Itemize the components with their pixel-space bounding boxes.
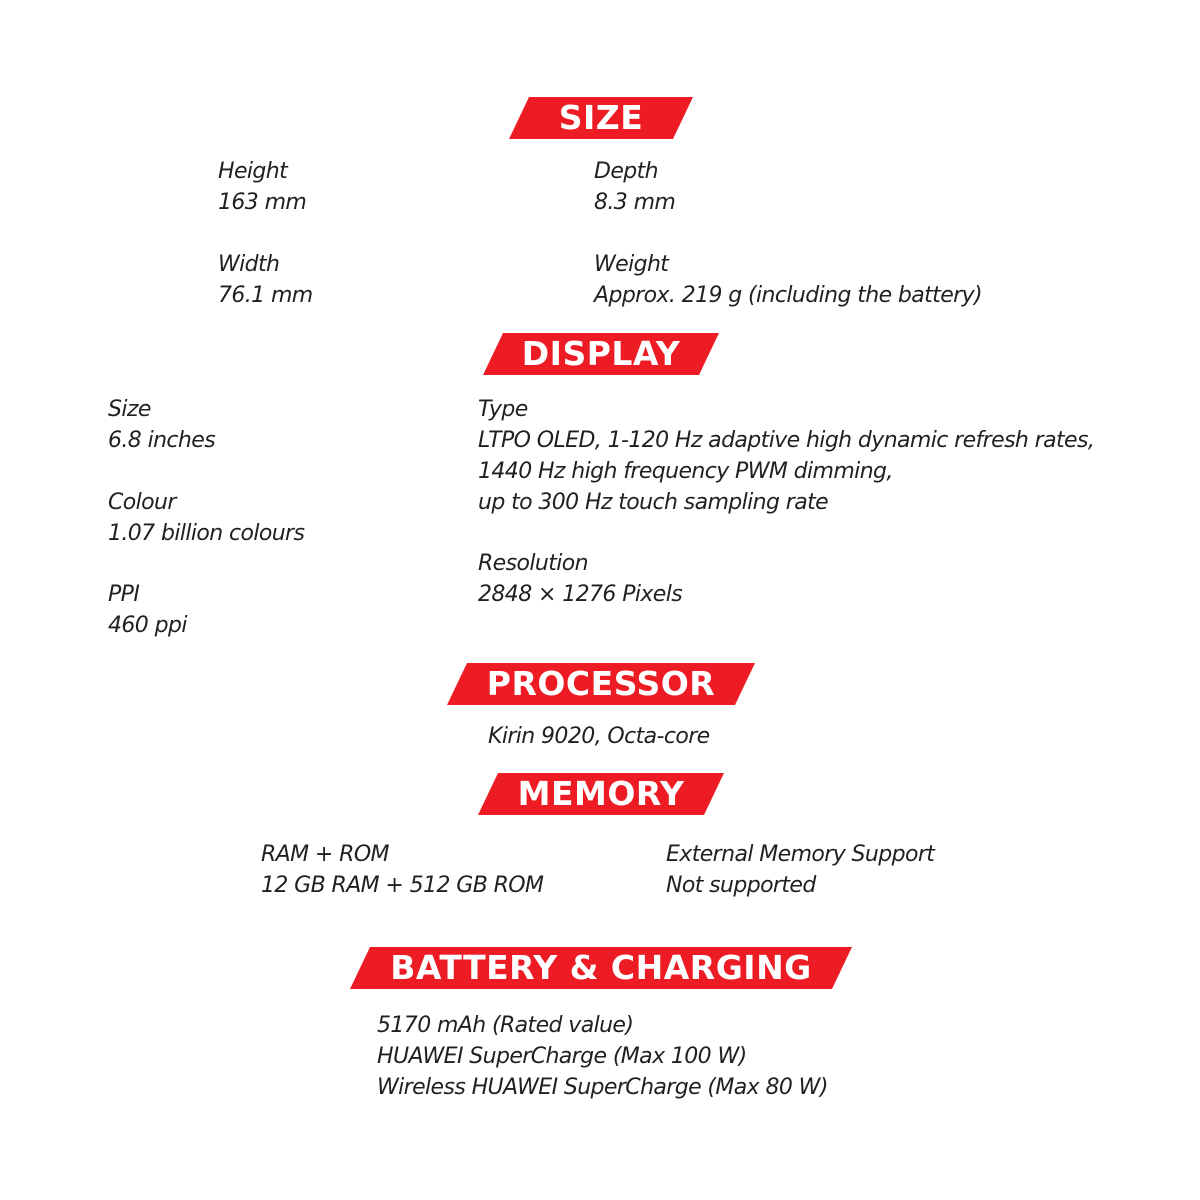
spec-value-line: up to 300 Hz touch sampling rate bbox=[478, 490, 829, 515]
size-depth-spec bbox=[594, 156, 675, 218]
battery-heading-banner bbox=[350, 947, 852, 989]
memory-heading: MEMORY bbox=[517, 774, 685, 813]
display-ppi-spec bbox=[108, 579, 187, 641]
memory-ram-rom-spec bbox=[261, 839, 543, 901]
spec-label: Resolution bbox=[478, 551, 588, 576]
spec-value: 163 mm bbox=[218, 190, 307, 215]
spec-value: 6.8 inches bbox=[108, 428, 216, 453]
spec-label: RAM + ROM bbox=[261, 842, 389, 867]
spec-value: Not supported bbox=[666, 873, 816, 898]
spec-label: Type bbox=[478, 397, 528, 422]
spec-label: Weight bbox=[594, 252, 669, 277]
spec-label: Height bbox=[218, 159, 288, 184]
spec-label: External Memory Support bbox=[666, 842, 935, 867]
processor-heading: PROCESSOR bbox=[486, 664, 716, 703]
spec-label: PPI bbox=[108, 582, 140, 607]
processor-value: Kirin 9020, Octa-core bbox=[488, 724, 710, 749]
spec-value: 8.3 mm bbox=[594, 190, 676, 215]
spec-label: Size bbox=[108, 397, 151, 422]
spec-value: Approx. 219 g (including the battery) bbox=[594, 283, 982, 308]
display-heading: DISPLAY bbox=[521, 334, 681, 373]
spec-value-line: LTPO OLED, 1-120 Hz adaptive high dynamic refresh rates, bbox=[478, 428, 1095, 453]
spec-value: 76.1 mm bbox=[218, 283, 313, 308]
spec-value: 12 GB RAM + 512 GB ROM bbox=[261, 873, 544, 898]
size-heading-banner bbox=[509, 97, 693, 139]
display-type-spec bbox=[478, 394, 1094, 518]
display-size-spec bbox=[108, 394, 215, 456]
spec-label: Width bbox=[218, 252, 280, 277]
spec-value-line: 1440 Hz high frequency PWM dimming, bbox=[478, 459, 893, 484]
spec-value: 460 ppi bbox=[108, 613, 187, 638]
display-resolution-spec bbox=[478, 548, 682, 610]
spec-value: 2848 × 1276 Pixels bbox=[478, 582, 683, 607]
battery-spec bbox=[377, 1010, 828, 1103]
size-height-spec bbox=[218, 156, 306, 218]
battery-line: Wireless HUAWEI SuperCharge (Max 80 W) bbox=[377, 1075, 828, 1100]
display-heading-banner bbox=[483, 333, 719, 375]
display-colour-spec bbox=[108, 487, 304, 549]
size-width-spec bbox=[218, 249, 313, 311]
size-heading: SIZE bbox=[558, 98, 644, 137]
size-weight-spec bbox=[594, 249, 982, 311]
spec-label: Colour bbox=[108, 490, 176, 515]
battery-heading: BATTERY & CHARGING bbox=[390, 948, 812, 987]
battery-line: 5170 mAh (Rated value) bbox=[377, 1013, 634, 1038]
spec-label: Depth bbox=[594, 159, 659, 184]
spec-value: 1.07 billion colours bbox=[108, 521, 305, 546]
processor-heading-banner bbox=[447, 663, 755, 705]
battery-line: HUAWEI SuperCharge (Max 100 W) bbox=[377, 1044, 747, 1069]
memory-heading-banner bbox=[478, 773, 724, 815]
memory-external-spec bbox=[666, 839, 934, 901]
